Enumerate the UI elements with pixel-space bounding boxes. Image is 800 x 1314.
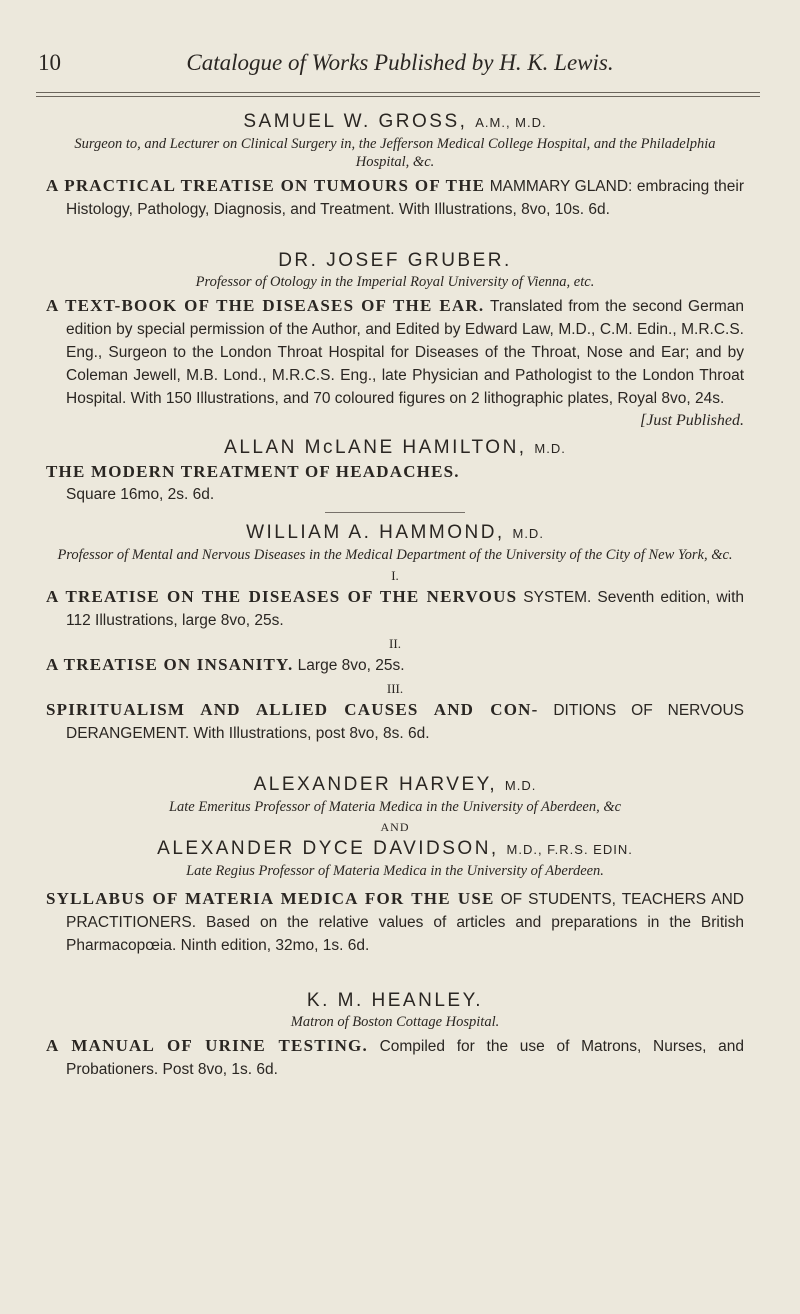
author-affiliation: Professor of Otology in the Imperial Royal University of Vienna, etc. [195, 274, 595, 290]
work-description: MAMMARY GLAND: embracing their Histology, Pathology, Diagnosis, and Treatment. With Illustrations, 8vo, 10s. 6d. [66, 178, 744, 218]
entry-gross [46, 110, 744, 221]
work-description: Square 16mo, 2s. 6d. [66, 486, 215, 503]
author-name: K. M. HEANLEY. [306, 990, 484, 1011]
work-item [46, 654, 744, 677]
coauthor-name: ALEXANDER DYCE DAVIDSON, M.D., F.R.S. EDIN. [157, 838, 633, 859]
work-numeral: III. [386, 681, 404, 696]
author-name: ALLAN McLANE HAMILTON, M.D. [224, 437, 566, 458]
work-description: SYSTEM. Seventh edition, with 112 Illustrations, large 8vo, 25s. [66, 589, 744, 629]
work-title: A PRACTICAL TREATISE ON TUMOURS OF THE [46, 176, 486, 195]
author-affiliation: Surgeon to, and Lecturer on Clinical Surgery in, the Jefferson Medical College Hospital, and the Philadelphia Hospital, &c. [74, 136, 716, 170]
entry-hammond [46, 521, 744, 745]
work-title: SYLLABUS OF MATERIA MEDICA FOR THE USE [46, 889, 495, 908]
entry-hamilton [46, 436, 744, 506]
author-affiliation: Matron of Boston Cottage Hospital. [290, 1014, 500, 1030]
work-item [46, 295, 745, 429]
work-title: THE MODERN TREATMENT OF HEADACHES. [46, 462, 460, 481]
author-affiliation: Professor of Mental and Nervous Diseases in the Medical Department of the University of the City of New York, &c. [57, 547, 733, 563]
work-item [46, 1035, 744, 1081]
work-title: A TREATISE ON INSANITY. [46, 655, 294, 674]
work-description: DITIONS OF NERVOUS DERANGEMENT. With Illustrations, post 8vo, 8s. 6d. [66, 702, 745, 742]
header-rule [36, 96, 760, 97]
work-numeral: I. [391, 568, 399, 583]
catalogue-title: Catalogue of Works Published by H. K. Lewis. [186, 50, 614, 75]
work-description: Compiled for the use of Matrons, Nurses, and Probationers. Post 8vo, 1s. 6d. [66, 1038, 745, 1078]
running-head [38, 50, 762, 84]
author-name: WILLIAM A. HAMMOND, M.D. [246, 522, 544, 543]
coauthor-affiliation: Late Regius Professor of Materia Medica in the University of Aberdeen. [186, 863, 604, 879]
catalogue-content [46, 110, 744, 1081]
work-description: Translated from the second German edition by special permission of the Author, and Edited by Edward Law, M.D., C.M. Edin., M.R.C.S. Eng., Surgeon to the London Throat Hospital for Diseases of the Throat, Nose and Ear; and by Coleman Jewell, M.B. Lond., M.R.C.S. Eng., late Physician and Pathologist to the London Throat Hospital. With 150 Illustrations, and 70 coloured figures on 2 lithographic plates, Royal 8vo, 24s. [66, 298, 745, 407]
header-rule [36, 92, 760, 93]
work-item [46, 586, 744, 632]
publication-note: [Just Published. [640, 412, 744, 429]
work-title: A MANUAL OF URINE TESTING. [46, 1036, 368, 1055]
and-label: AND [380, 820, 410, 834]
work-title: A TEXT-BOOK OF THE DISEASES OF THE EAR. [46, 296, 485, 315]
entry-heanley [46, 989, 744, 1081]
entry-gruber [46, 249, 745, 429]
work-item [46, 461, 744, 506]
work-description: Large 8vo, 25s. [297, 657, 405, 674]
work-title: A TREATISE ON THE DISEASES OF THE NERVOUS [46, 587, 518, 606]
page-number: 10 [38, 50, 61, 75]
section-divider [325, 512, 465, 513]
work-title: SPIRITUALISM AND ALLIED CAUSES AND CON- [46, 700, 539, 719]
work-numeral: II. [389, 636, 401, 651]
work-item [46, 699, 744, 745]
work-item [46, 888, 744, 957]
work-description: OF STUDENTS, TEACHERS AND PRACTITIONERS. Based on the relative values of articles and preparations in the British Pharmacopœia. Ninth edition, 32mo, 1s. 6d. [66, 891, 745, 954]
author-name: DR. JOSEF GRUBER. [278, 250, 512, 271]
author-name: ALEXANDER HARVEY, M.D. [253, 774, 537, 795]
author-affiliation: Late Emeritus Professor of Materia Medica in the University of Aberdeen, &c [168, 799, 622, 815]
work-item [46, 175, 744, 221]
entry-harvey-davidson [46, 773, 744, 957]
author-name: SAMUEL W. GROSS, A.M., M.D. [243, 111, 547, 132]
